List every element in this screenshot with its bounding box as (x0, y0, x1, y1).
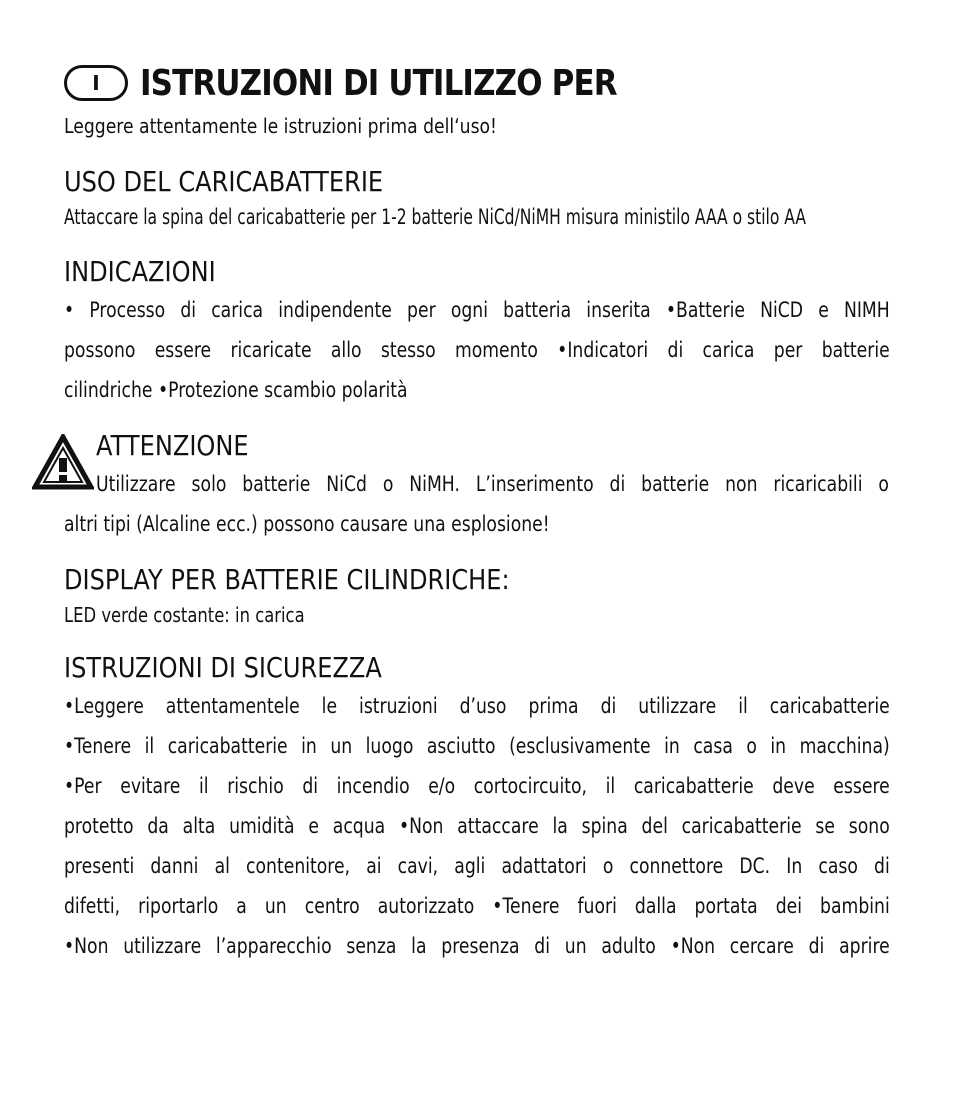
page-title: ISTRUZIONI DI UTILIZZO PER (140, 62, 617, 104)
sicurezza-line: difetti, riportarlo a un centro autorizzato •Tenere fuori dalla portata dei bambini (64, 894, 890, 918)
warning-triangle-icon (32, 434, 94, 490)
document-page (64, 58, 890, 966)
section-heading-display: DISPLAY PER BATTERIE CILINDRICHE: (64, 563, 510, 596)
section-heading-sicurezza: ISTRUZIONI DI SICUREZZA (64, 651, 382, 684)
page-subtitle: Leggere attentamente le istruzioni prima dell‘uso! (64, 114, 497, 138)
section-heading-indicazioni: INDICAZIONI (64, 255, 216, 288)
sicurezza-line: •Non utilizzare l’apparecchio senza la presenza di un adulto •Non cercare di aprire (64, 934, 890, 958)
attenzione-line: Utilizzare solo batterie NiCd o NiMH. L’inserimento di batterie non ricaricabili o (96, 472, 889, 496)
title-row (64, 58, 890, 108)
attenzione-block (64, 428, 890, 544)
section-heading-attenzione: ATTENZIONE (96, 429, 249, 462)
attenzione-line: altri tipi (Alcaline ecc.) possono causare una esplosione! (64, 512, 550, 536)
display-text: LED verde costante: in carica (64, 603, 305, 627)
indicazioni-line: possono essere ricaricate allo stesso momento •Indicatori di carica per batterie (64, 338, 890, 362)
sicurezza-line: •Per evitare il rischio di incendio e/o cortocircuito, il caricabatterie deve essere (64, 774, 890, 798)
indicazioni-line: • Processo di carica indipendente per ogni batteria inserita •Batterie NiCD e NIMH (64, 298, 890, 322)
sicurezza-line: •Leggere attentamentele le istruzioni d’uso prima di utilizzare il caricabatterie (64, 694, 890, 718)
sicurezza-line: presenti danni al contenitore, ai cavi, agli adattatori o connettore DC. In caso di (64, 854, 890, 878)
language-badge: I (64, 65, 128, 101)
indicazioni-line: cilindriche •Protezione scambio polarità (64, 378, 408, 402)
sicurezza-line: •Tenere il caricabatterie in un luogo asciutto (esclusivamente in casa o in macchina) (64, 734, 890, 758)
section-heading-uso: USO DEL CARICABATTERIE (64, 165, 384, 198)
sicurezza-line: protetto da alta umidità e acqua •Non attaccare la spina del caricabatterie se sono (64, 814, 890, 838)
uso-text: Attaccare la spina del caricabatterie per 1-2 batterie NiCd/NiMH misura ministilo AAA o stilo AA (64, 205, 807, 229)
